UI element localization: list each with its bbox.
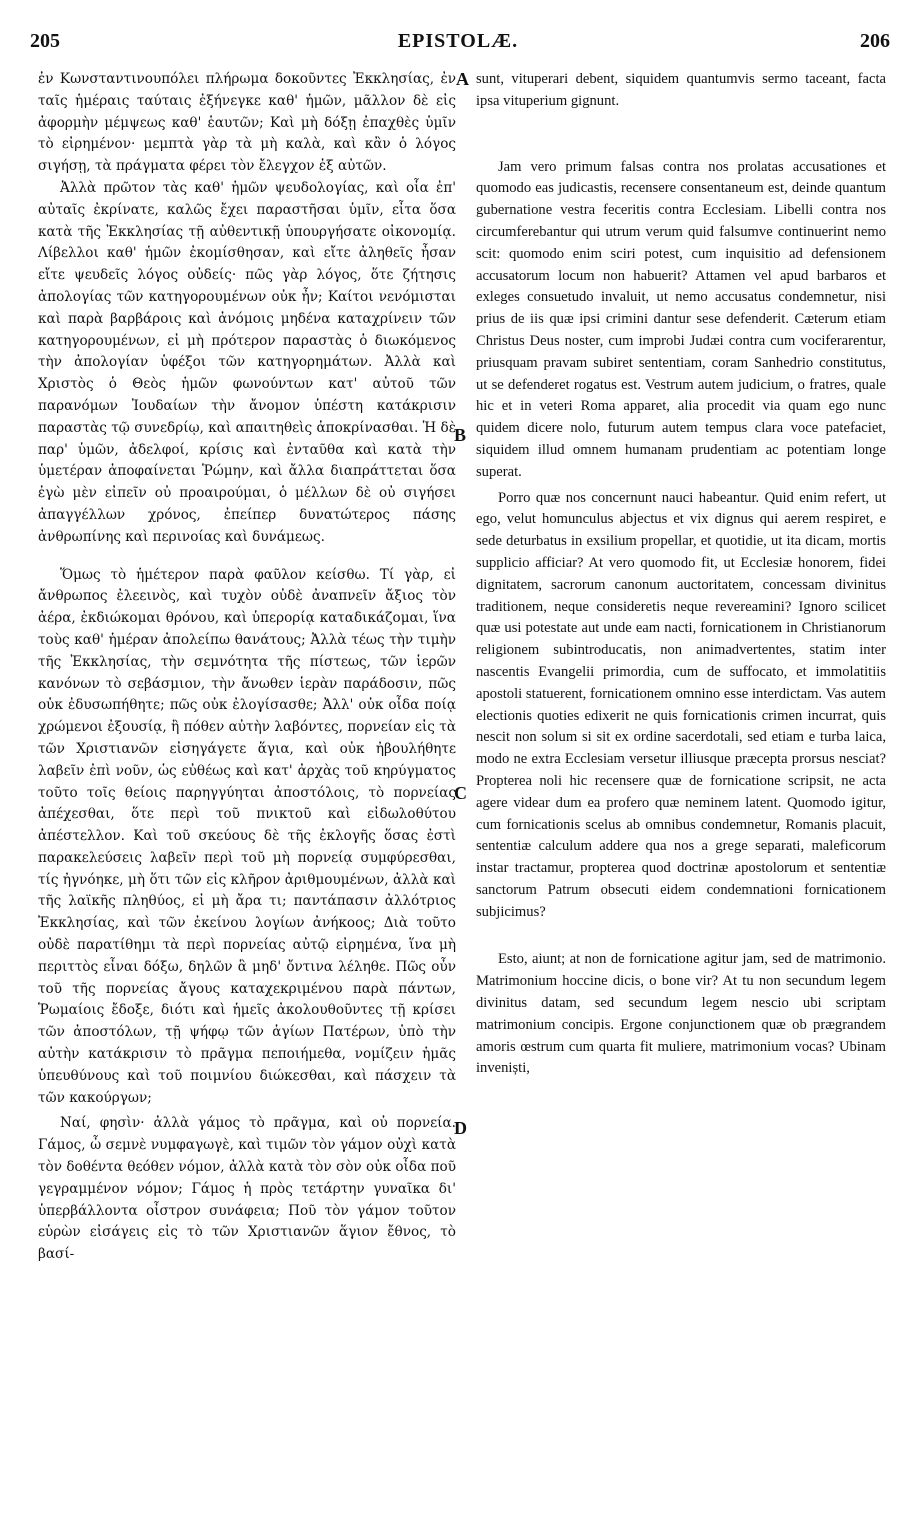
- section-marker-a: A: [456, 69, 469, 89]
- running-title: EPISTOLÆ.: [397, 30, 519, 52]
- section-marker-d: D: [454, 1118, 467, 1138]
- page-header: [26, 30, 890, 64]
- greek-paragraph: Ἀλλὰ πρῶτον τὰς καθ' ἡμῶν ψευδολογίας, καὶ οἷα ἐπ' αὐταῖς ἐκρίνατε, καλῶς ἔχει παραστῆσαι ὑμῖν, εἶτα ὅσα κατὰ τῆς Ἐκκλησίας τῇ αὐθεντικῇ ὑπουργήσατε οἰκονομίᾳ. Λίβελλοι καθ' ἡμῶν ἐκομίσθησαν, καὶ εἴτε ἀληθεῖς ἦσαν εἴτε ψευδεῖς λόγος οὐδείς· πῶς γὰρ λόγος, ὅτε ζήτησις ἀπολογίας τῶν κατηγορουμένων οὐκ ἦν; Καίτοι νενόμισται καὶ παρὰ βαρβάροις καὶ ἀνόμοις μηδένα καταχρίνειν τῶν κατηγορουμένων, εἰ μὴ πρότερον παραστὰς ὁ διωκόμενος τὴν ἀπολογίαν ὑφέξοι τῶν κατηγορημάτων. Ἀλλὰ καὶ Χριστὸς ὁ Θεὸς ἡμῶν φωνούντων κατ' αὐτοῦ τῶν παρανόμων Ἰουδαίων τὴν ἄνομον ὑπέστη κατάκρισιν παραστὰς τῷ συνεδρίῳ, καὶ απαιτηθεὶς ἀποκρίνασθαι. Ἡ δὲ παρ' ὑμῶν, ἀδελφοί, κρίσις καὶ ἐνταῦθα καὶ κατὰ τὴν ὑμετέραν ἀποφαίνεται Ῥώμην, καὶ ἄλλα διαπράττεται ὅσα ἐγὼ μὲν εἰπεῖν οὐ προαιρούμαι, ὁ μέλλων δὲ οὐ σιγήσει ἀπαγγέλλων χρόνος, ἐπείπερ δυνατώτερος πάσης ἀνθρωπίνης καὶ περινοίας καὶ δυνάμεως.: [38, 179, 456, 545]
- latin-paragraph: Jam vero primum falsas contra nos prolatas accusationes et quomodo eas judicastis, recensere consentaneum est, deinde quantum gubernatione vestra feceritis contra Ecclesiam. Libelli contra nos circumferebantur qui utrum verum quid falsumve continuerint nemo scit: quomodo enim sciri potest, cum inquisitio ad defensionem accusatorum locum non habuerit? Attamen vel apud barbaros et exleges consuetudo invaluit, ut nemo accusatus condemnetur, nisi prius de iis quæ ipsi crimini dantur sese defenderit. Cæterum etiam Christus Deus noster, cum improbi Judæi contra cum vociferarentur, priusquam pravam subiret sententiam, coram Sanhedrio constitutus, ut se defenderet rogatus est. Vestrum autem judicium, o fratres, quale hic et in veteri Roma apparet, alia procedit via quam ego nunc quidem dicere nolo, futurum autem tempus clara voce patefaciet, siquidem illud omnem humanam prudentiam ac potentiam longe superat.: [476, 158, 886, 480]
- latin-paragraph: sunt, vituperari debent, siquidem quantumvis sermo taceant, facta ipsa vituperium gignunt.: [476, 71, 886, 109]
- section-marker-b: B: [454, 425, 467, 445]
- latin-column: [476, 69, 886, 1080]
- greek-column: [38, 69, 456, 1266]
- latin-paragraph: Esto, aiunt; at non de fornicatione agitur jam, sed de matrimonio. Matrimonium hoccine dicis, o bone vir? At tu non secundum legem divinitus datam, sed secundum legem nescio ubi scriptam matrimonium concipis. Ergone conjunctionem quæ ob prægrandem amoris œstrum cum quarta fit muliere, matrimonium vocas? Ubinam inveniști,: [476, 951, 886, 1077]
- greek-paragraph: Ναί, φησὶν· ἀλλὰ γάμος τὸ πρᾶγμα, καὶ οὐ πορνεία. Γάμος, ὦ σεμνὲ νυμφαγωγὲ, καὶ τιμῶν τὸν γάμον οὐχὶ κατὰ τὸν δοθέντα θεόθεν νόμον, ἀλλὰ κατὰ τὸν σὸν οὐκ οἶδα ποῦ γεγραμμένον νόμον; Γάμος ἡ πρὸς τετάρτην γυναῖκα δι' ὑπερβάλλοντα οἶστρον συνάφεια; Ποῦ τὸν γάμον τοῦτον εὑρὼν εἰσάγεις εἰς τὸ τῶν Χριστιανῶν ἅγιον ἔθνος, τὸ βασί-: [38, 1115, 456, 1263]
- latin-paragraph: Porro quæ nos concernunt nauci habeantur. Quid enim refert, ut ego, velut homunculus abjectus et vix dignus qui aerem respiret, e sede deturbatus in exsilium propellar, et quotidie, ut ita dicam, mortis supplicio afficiar? At vero quomodo fit, ut Ecclesiæ honorem, fidei dignitatem, sacrorum canonum auctoritatem, concessam divinitus traditionem, neque consideretis neque revereamini? Ignoro scilicet quæ usi potestate aut unde eam nacti, fornicationem in Christianorum religionem subintroducatis, non animadvertentes, statim inter nascentis Evangelii primordia, cum de suffocato, et immolatitiis apostoli statuerent, fornicationem omnino esse interdictam. Vas autem electionis quoties edixerit ne quis fornicationis crimen incurrat, quis nescit non solum si sit ex ordine sacerdotali, sed etiam e turba laica, modo ne extra Ecclesiam versetur illiusque præcepta prorsus nesciat? Propterea noli hic recensere quæ de fornicatione scripsit, ne acta agere videar dum ea profero quæ neminem latent. Quomodo igitur, cum fornicationis scelus ab omnibus condemnetur, Romanis placuit, sententiæ calculum addere qua nos a grege separati, maleficorum instar tractamur, propterea quod doctrinæ apostolorum et sententiæ sanctorum Patrum obsecuti eidem condemnationi fornicationem subjicimus?: [476, 489, 886, 920]
- greek-paragraph: ἐν Κωνσταντινουπόλει πλήρωμα δοκοῦντες Ἐκκλησίας, ἐν ταῖς ἡμέραις ταύταις ἐξήνεγκε καθ' ἡμῶν, μᾶλλον δὲ εἰς ἀφορμὴν μέμψεως καθ' ἑαυτῶν; Καὶ μὴ δόξῃ ἐπαχθὲς ὑμῖν τὸ εἰρημένον· μεμπτὰ γὰρ τὰ μὴ καλὰ, καὶ κἂν ὁ λόγος σιγήσῃ, τὰ πράγματα φέρει τὸν ἔλεγχον ἐξ αὐτῶν.: [38, 71, 456, 175]
- page-number-right: 206: [860, 30, 890, 52]
- greek-paragraph: Ὅμως τὸ ἡμέτερον παρὰ φαῦλον κείσθω. Τί γὰρ, εἰ ἄνθρωπος ἐλεεινὸς, καὶ τυχὸν οὐδὲ ἀναπνεῖν ἄξιος τὸν ἀέρα, ἐκδιώκομαι θρόνου, καὶ ὑπερορίᾳ καταδικάζομαι, ἵνα τοὺς καθ' ἡμέραν ἀπολείπω θανάτους; Ἀλλὰ τέως τὴν τιμὴν τῆς Ἐκκλησίας, τὴν σεμνότητα τῆς πίστεως, τῶν ἱερῶν κανόνων τὸ σεβάσμιον, τὴν ἄνωθεν ἱερὰν παράδοσιν, πῶς οὐκ ἐδυσωπήθητε; πῶς οὐκ ἐλογίσασθε; Ἀλλ' οὐκ οἶδα ποίᾳ χρώμενοι ἐξουσίᾳ, ἢ πόθεν αὐτὴν λαβόντες, πορνείαν εἰς τὰ τῶν Χριστιανῶν εἰσηγάγετε ἅγια, καὶ οὐκ ἠβουλήθητε λαβεῖν ἐπὶ νοῦν, ὡς εὐθέως καὶ κατ' ἀρχὰς τοῦ κηρύγματος τοῦτο τοῖς θείοις παρηγγύηται ἀποστόλοις, τὸ πορνείας ἀπέχεσθαι, ὅτε περὶ τοῦ πνικτοῦ καὶ εἰδωλοθύτου ἀπέστελλον. Καὶ τοῦ σκεύους δὲ τῆς ἐκλογῆς ὅσας ἐστὶ παρακελεύσεις λαβεῖν περὶ τοῦ μὴ πορνείᾳ συμφύρεσθαι, τίς ἠγνόηκε, μὴ ὅτι τῶν εἰς κλῆρον ἀριθμουμένων, ἀλλὰ καὶ τῆς λαϊκῆς πληθύος, εἰ μὴ ἄρα τι; παντάπασιν ἀλλότριος Ἐκκλησίας, καὶ τῶν ἐκείνου λογίων ἀνήκοος; Διὰ τοῦτο οὐδὲ παρατίθημι τὰ περὶ πορνείας αὐτῷ εἰρημένα, ἵνα μὴ περιττὸς εἶναι δόξω, δηλῶν ἃ μηδ' ὄντινα λέληθε. Πῶς οὖν τοῦ τῆς πορνείας ἄγους καταχεκριμένου παρὰ πάντων, Ῥωμαίοις ἔδοξε, διότι καὶ ἡμεῖς ἀκολουθοῦντες τῇ κρίσει τῶν ἀποστόλων, τῇ ψήφῳ τῶν ἁγίων Πατέρων, ὑπὸ τὴν αὐτὴν κατάκρισιν τὸ πρᾶγμα πεποιήμεθα, νομίζειν ἡμᾶς ὑπευθύνους καὶ τοῦ ποιμνίου διώκεσθαι, καὶ πάσχειν τὰ τῶν κακούργων;: [38, 566, 456, 1106]
- page-number-left: 205: [30, 30, 60, 52]
- section-marker-c: C: [454, 783, 467, 803]
